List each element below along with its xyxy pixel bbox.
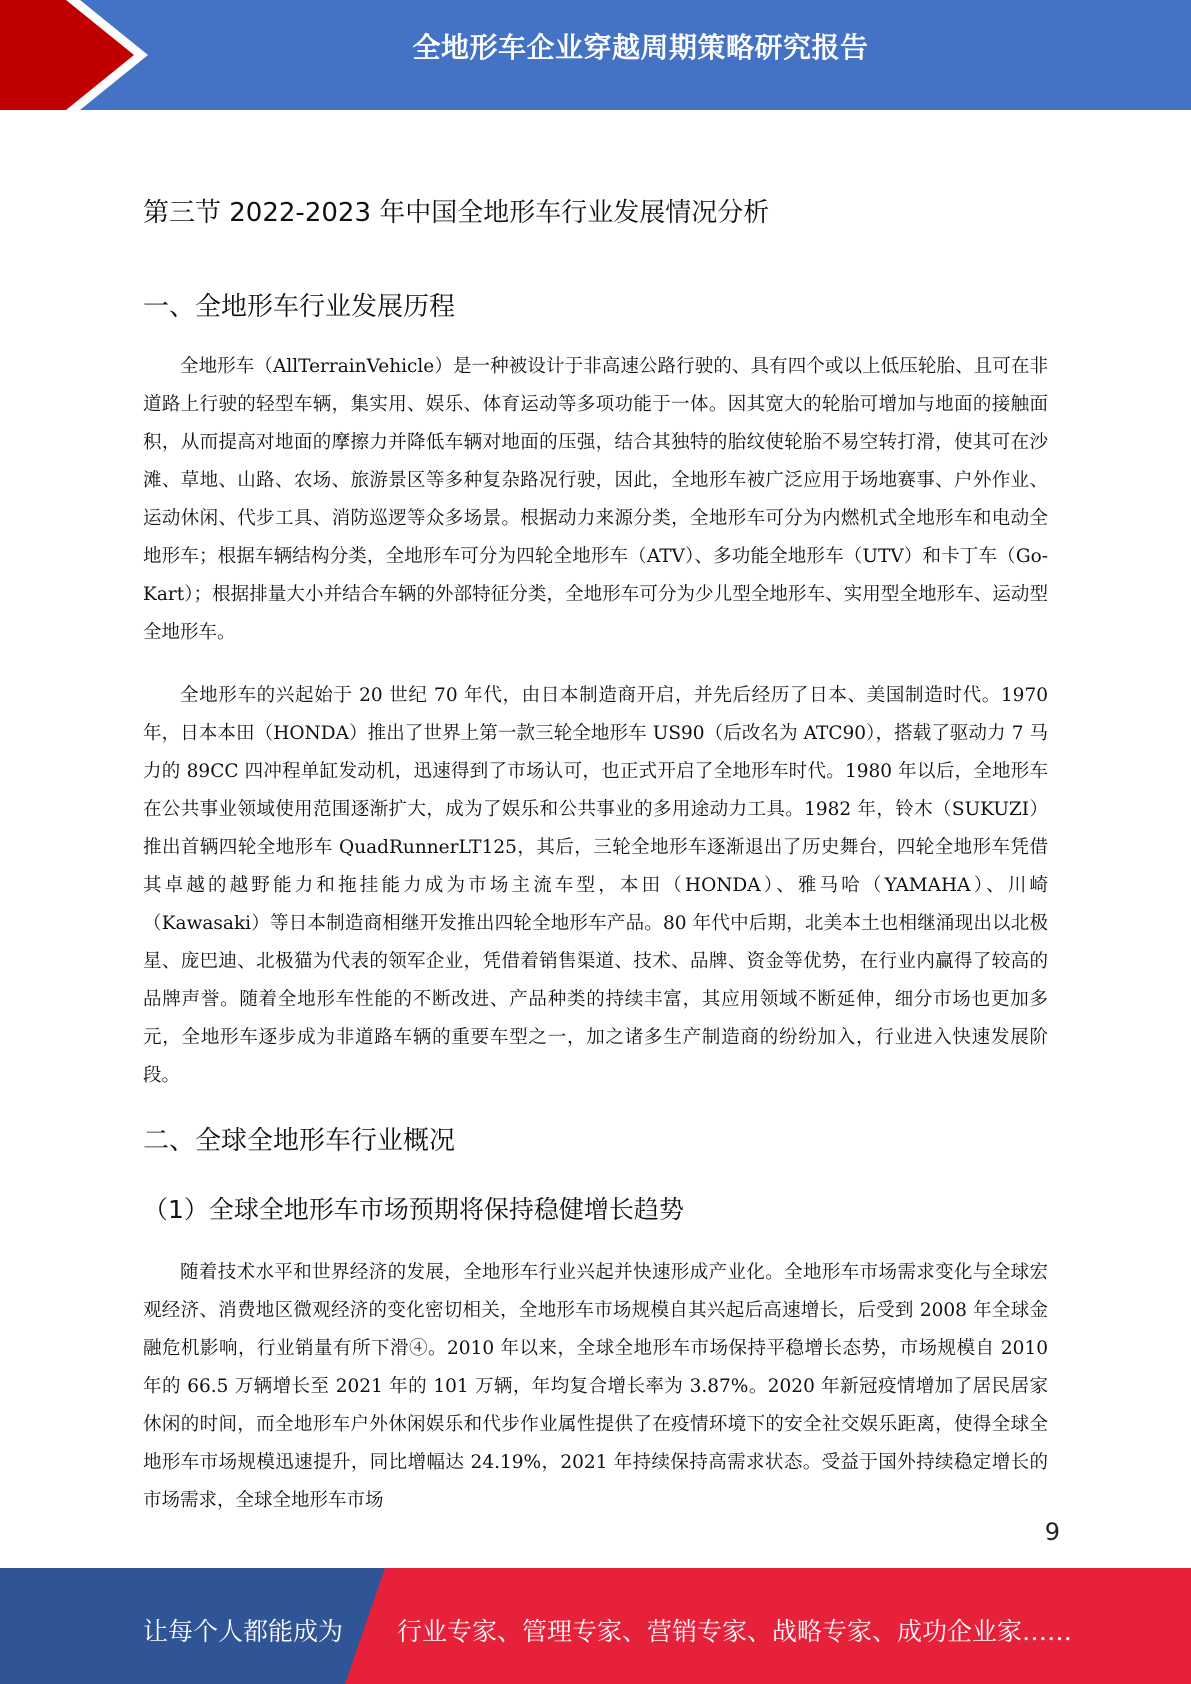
paragraph-global-market: 随着技术水平和世界经济的发展，全地形车行业兴起并快速形成产业化。全地形车市场需求变化与全球宏观经济、消费地区微观经济的变化密切相关，全地形车市场规模自其兴起后高速增长，后受到 2008 年全球金融危机影响，行业销量有所下滑④。2010 年以来，全球全地形车市场保持平稳增长态势，市场规模自 2010 年的 66.5 万辆增长至 2021 年的 101 万辆，年均复合增长率为 3.87%。2020 年新冠疫情增加了居民居家休闲的时间，而全地形车户外休闲娱乐和代步作业属性提供了在疫情环境下的安全社交娱乐距离，使得全球全地形车市场规模迅速提升，同比增幅达 24.19%，2021 年持续保持高需求状态。受益于国外持续稳定增长的市场需求，全球全地形车市场 xyxy=(143,1262,1048,1511)
page-number: 9 xyxy=(1044,1518,1060,1546)
heading-development-history: 一、全地形车行业发展历程 xyxy=(143,292,456,322)
footer-slogan-left: 让每个人都能成为 xyxy=(143,1617,344,1646)
paragraph-atv-definition: 全地形车（AllTerrainVehicle）是一种被设计于非高速公路行驶的、具有四个或以上低压轮胎、且可在非道路上行驶的轻型车辆，集实用、娱乐、体育运动等多项功能于一体。因其宽大的轮胎可增加与地面的接触面积，从而提高对地面的摩擦力并降低车辆对地面的压强，结合其独特的胎纹使轮胎不易空转打滑，使其可在沙滩、草地、山路、农场、旅游景区等多种复杂路况行驶，因此，全地形车被广泛应用于场地赛事、户外作业、运动休闲、代步工具、消防巡逻等众多场景。根据动力来源分类，全地形车可分为内燃机式全地形车和电动全地形车；根据车辆结构分类，全地形车可分为四轮全地形车（ATV）、多功能全地形车（UTV）和卡丁车（Go-Kart）；根据排量大小并结合车辆的外部特征分类，全地形车可分为少儿型全地形车、实用型全地形车、运动型全地形车。 xyxy=(143,356,1048,643)
paragraph-atv-history: 全地形车的兴起始于 20 世纪 70 年代，由日本制造商开启，并先后经历了日本、美国制造时代。1970 年，日本本田（HONDA）推出了世界上第一款三轮全地形车 US90（后改名为 ATC90），搭载了驱动力 7 马力的 89CC 四冲程单缸发动机，迅速得到了市场认可，也正式开启了全地形车时代。1980 年以后，全地形车在公共事业领域使用范围逐渐扩大，成为了娱乐和公共事业的多用途动力工具。1982 年，铃木（SUKUZI）推出首辆四轮全地形车 QuadRunnerLT125，其后，三轮全地形车逐渐退出了历史舞台，四轮全地形车凭借其卓越的越野能力和拖挂能力成为市场主流车型，本田（HONDA）、雅马哈（YAMAHA）、川崎（Kawasaki）等日本制造商相继开发推出四轮全地形车产品。80 年代中后期，北美本土也相继涌现出以北极星、庞巴迪、北极猫为代表的领军企业，凭借着销售渠道、技术、品牌、资金等优势，在行业内赢得了较高的品牌声誉。随着全地形车性能的不断改进、产品种类的持续丰富，其应用领域不断延伸，细分市场也更加多元，全地形车逐步成为非道路车辆的重要车型之一，加之诸多生产制造商的纷纷加入，行业进入快速发展阶段。 xyxy=(143,685,1048,1086)
page-header xyxy=(0,0,1191,110)
page-footer xyxy=(0,1568,1191,1684)
heading-global-overview: 二、全球全地形车行业概况 xyxy=(143,1126,456,1156)
report-title: 全地形车企业穿越周期策略研究报告 xyxy=(412,31,869,64)
footer-slogan-right: 行业专家、管理专家、营销专家、战略专家、成功企业家…… xyxy=(397,1617,1073,1646)
subheading-global-growth: （1）全球全地形车市场预期将保持稳健增长趋势 xyxy=(143,1195,684,1224)
section-title: 第三节 2022-2023 年中国全地形车行业发展情况分析 xyxy=(143,198,770,228)
